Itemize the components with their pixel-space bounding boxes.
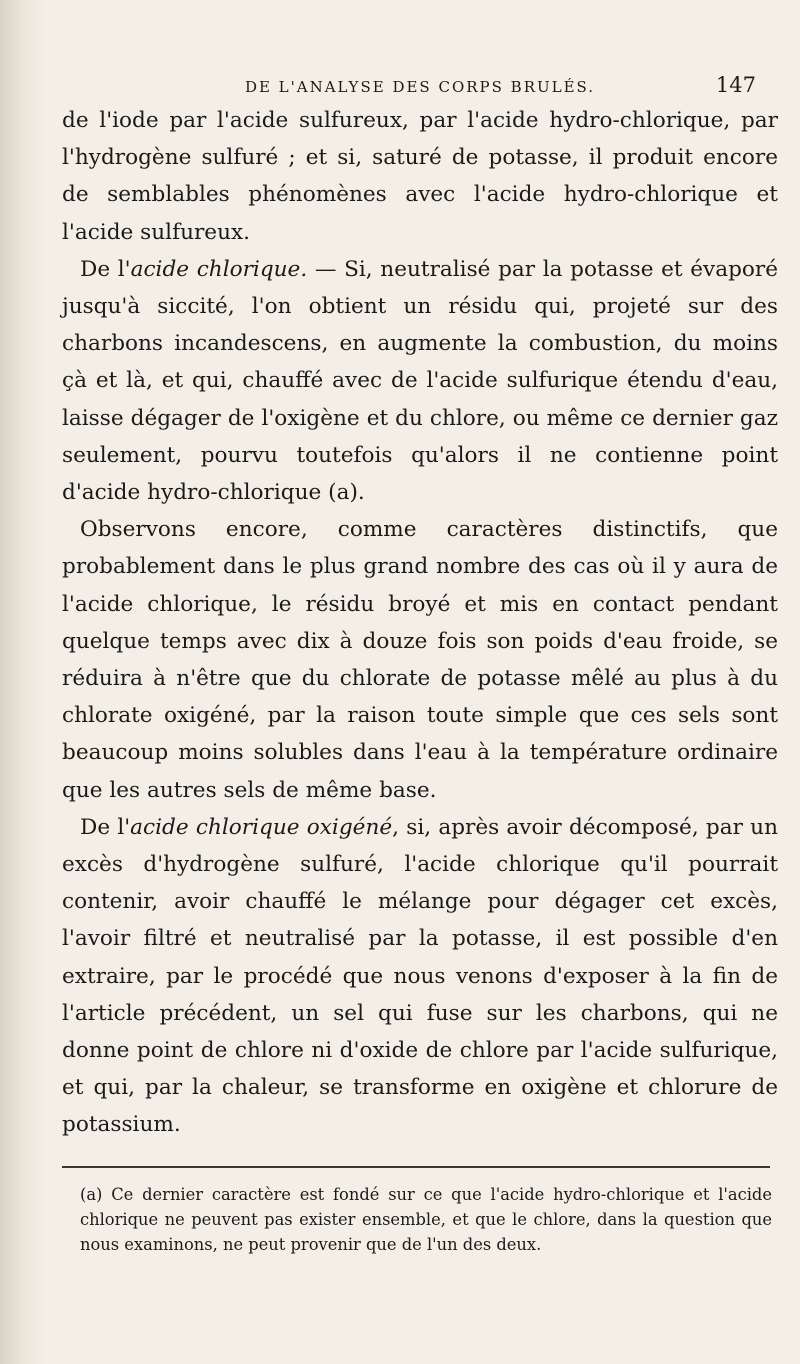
footnote: (a) Ce dernier caractère est fondé sur ce que l'acide hydro-chlorique et l'acide chlorique ne peuvent pas exister ensemble, et que le chlore, dans la question que nous examinons, ne peut provenir que de l'un des deux. — [80, 1184, 772, 1254]
book-page — [62, 58, 778, 1257]
page-number: 147 — [715, 73, 756, 97]
section-subject: acide chlorique oxigéné — [130, 814, 393, 840]
section-subject: acide chlorique. — [130, 256, 308, 282]
footnote-rule — [62, 1166, 770, 1168]
page-gutter-shadow — [0, 0, 44, 1364]
running-head — [62, 58, 778, 98]
paragraph-acide-chlorique-oxigene: De l'acide chlorique oxigéné, si, après avoir décomposé, par un excès d'hydrogène sulfuré, l'acide chlorique qu'il pourrait contenir, avoir chauffé le mélange pour dégager cet excès, l'avoir filtré et neutralisé par la potasse, il est possible d'en extraire, par le procédé que nous venons d'exposer à la fin de l'article précédent, un sel qui fuse sur les charbons, qui ne donne point de chlore ni d'oxide de chlore par l'acide sulfurique, et qui, par la chaleur, se transforme en oxigène et chlorure de potassium. — [62, 814, 778, 1138]
paragraph-continuation: de l'iode par l'acide sulfureux, par l'acide hydro-chlorique, par l'hydrogène sulfuré ; et si, saturé de potasse, il produit encore de semblables phénomènes avec l'acide hydro-chlorique et l'acide sulfureux. — [62, 108, 778, 245]
body-text — [62, 102, 778, 1144]
running-title: DE L'ANALYSE DES CORPS BRULÉS. — [244, 78, 596, 96]
paragraph-acide-chlorique: De l'acide chlorique. — Si, neutralisé par la potasse et évaporé jusqu'à siccité, l'on obtient un résidu qui, projeté sur des charbons incandescens, en augmente la combustion, du moins çà et là, et qui, chauffé avec de l'acide sulfurique étendu d'eau, laisse dégager de l'oxigène et du chlore, ou même ce dernier gaz seulement, pourvu toutefois qu'alors il ne contienne point d'acide hydro-chlorique (a). — [62, 256, 778, 506]
paragraph-observations: Observons encore, comme caractères distinctifs, que probablement dans le plus grand nombre des cas où il y aura de l'acide chlorique, le résidu broyé et mis en contact pendant quelque temps avec dix à douze fois son poids d'eau froide, se réduira à n'être que du chlorate de potasse mêlé au plus à du chlorate oxigéné, par la raison toute simple que ces sels sont beaucoup moins solubles dans l'eau à la température ordinaire que les autres sels de même base. — [62, 517, 778, 803]
